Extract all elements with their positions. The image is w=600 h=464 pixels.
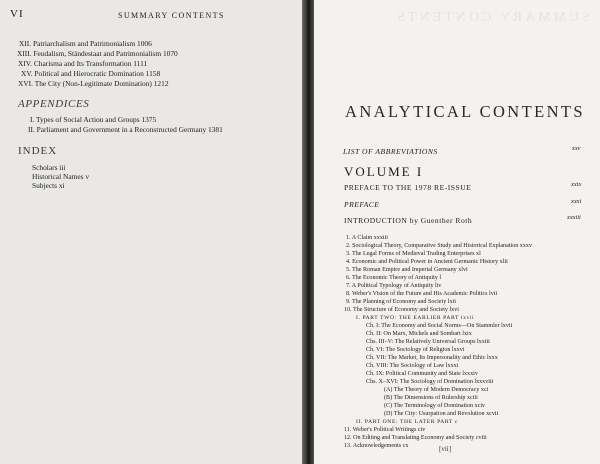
- toc-entry: (C) The Terminology of Domination xciv: [384, 403, 486, 409]
- page-title: ANALYTICAL CONTENTS: [345, 102, 585, 121]
- page-number: xxxiii: [567, 214, 581, 221]
- toc-entry: (D) The City: Usurpation and Revolution xcvii: [384, 411, 499, 417]
- toc-entry: 6. The Economic Theory of Antiquity l: [346, 275, 442, 281]
- chapter-entry: XVI. The City (Non-Legitimate Domination) 1212: [18, 79, 169, 88]
- index-entry: Subjects xi: [32, 181, 65, 190]
- section-abbreviations: LIST OF ABBREVIATIONS: [343, 147, 438, 156]
- toc-entry: 1. A Claim xxxiii: [346, 235, 388, 241]
- toc-entry: Ch. I: The Economy and Social Norms—On Stammler lxvii: [366, 323, 513, 329]
- folio-left: VI: [10, 8, 24, 20]
- toc-entry: 11. Weber's Political Writings civ: [344, 427, 426, 433]
- volume-heading: VOLUME I: [344, 164, 424, 179]
- page-number: xxxi: [571, 198, 582, 205]
- toc-entry: 10. The Structure of Economy and Society lxvi: [344, 307, 459, 313]
- appendix-entry: I. Types of Social Action and Groups 1375: [30, 115, 157, 124]
- toc-entry: 4. Economic and Political Power in Ancient Germanic History xlii: [346, 259, 508, 265]
- toc-entry: 12. On Editing and Translating Economy and Society cviii: [344, 435, 487, 441]
- toc-part-heading: I. PART TWO: THE EARLIER PART lxvii: [356, 315, 475, 321]
- toc-entry: Chs. X–XVI: The Sociology of Domination lxxxviii: [366, 379, 494, 385]
- section-preface-reissue: PREFACE TO THE 1978 RE-ISSUE: [344, 183, 472, 192]
- index-entry: Historical Names v: [32, 172, 90, 181]
- chapter-entry: XII. Patriarchalism and Patrimonialism 1006: [19, 39, 152, 48]
- page-number: xxv: [572, 145, 581, 152]
- appendices-heading: APPENDICES: [18, 98, 90, 110]
- toc-entry: Ch. II: On Marx, Michels and Sombart lxix: [366, 331, 472, 337]
- toc-part-heading: II. PART ONE: THE LATER PART c: [356, 419, 458, 425]
- toc-entry: (B) The Dimensions of Rulership xciii: [384, 395, 478, 401]
- section-preface: PREFACE: [344, 200, 380, 209]
- running-head: SUMMARY CONTENTS: [118, 11, 225, 20]
- chapter-entry: XV. Political and Hierocratic Domination 1158: [21, 69, 161, 78]
- toc-entry: 3. The Legal Forms of Medieval Trading Enterprises xl: [346, 251, 481, 257]
- book-gutter: [302, 0, 314, 464]
- toc-entry: 13. Acknowledgements cx: [344, 443, 409, 449]
- chapter-entry: XIII. Feudalism, Ständestaat and Patrimonialism 1070: [17, 49, 178, 58]
- folio-right: [vii]: [439, 445, 452, 453]
- page-number: xxix: [571, 181, 582, 188]
- toc-entry: Ch. VIII: The Sociology of Law lxxxi: [366, 363, 459, 369]
- toc-entry: Ch. VII: The Market, Its Impersonality and Ethic lxxx: [366, 355, 498, 361]
- show-through-text: SUMMARY CONTENTS: [394, 10, 590, 25]
- toc-entry: (A) The Theory of Modern Democracy xci: [384, 387, 489, 393]
- toc-entry: 7. A Political Typology of Antiquity liv: [346, 283, 442, 289]
- index-heading: INDEX: [18, 145, 58, 157]
- toc-entry: Chs. III–V: The Relatively Universal Groups lxxiii: [366, 339, 490, 345]
- toc-entry: 5. The Roman Empire and Imperial Germany xlvi: [346, 267, 468, 273]
- index-entry: Scholars iii: [32, 163, 66, 172]
- toc-entry: 9. The Planning of Economy and Society lxii: [346, 299, 456, 305]
- toc-entry: Ch. VI: The Sociology of Religion lxxvi: [366, 347, 465, 353]
- toc-entry: 2. Sociological Theory, Comparative Study and Historical Explanation xxxv: [346, 243, 532, 249]
- appendix-entry: II. Parliament and Government in a Reconstructed Germany 1381: [28, 125, 223, 134]
- toc-entry: Ch. IX: Political Community and State lxxxiv: [366, 371, 478, 377]
- toc-entry: 8. Weber's Vision of the Future and His Academic Politics lvii: [346, 291, 498, 297]
- section-introduction: INTRODUCTION by Guenther Roth: [344, 216, 473, 225]
- chapter-entry: XIV. Charisma and Its Transformation 1111: [18, 59, 148, 68]
